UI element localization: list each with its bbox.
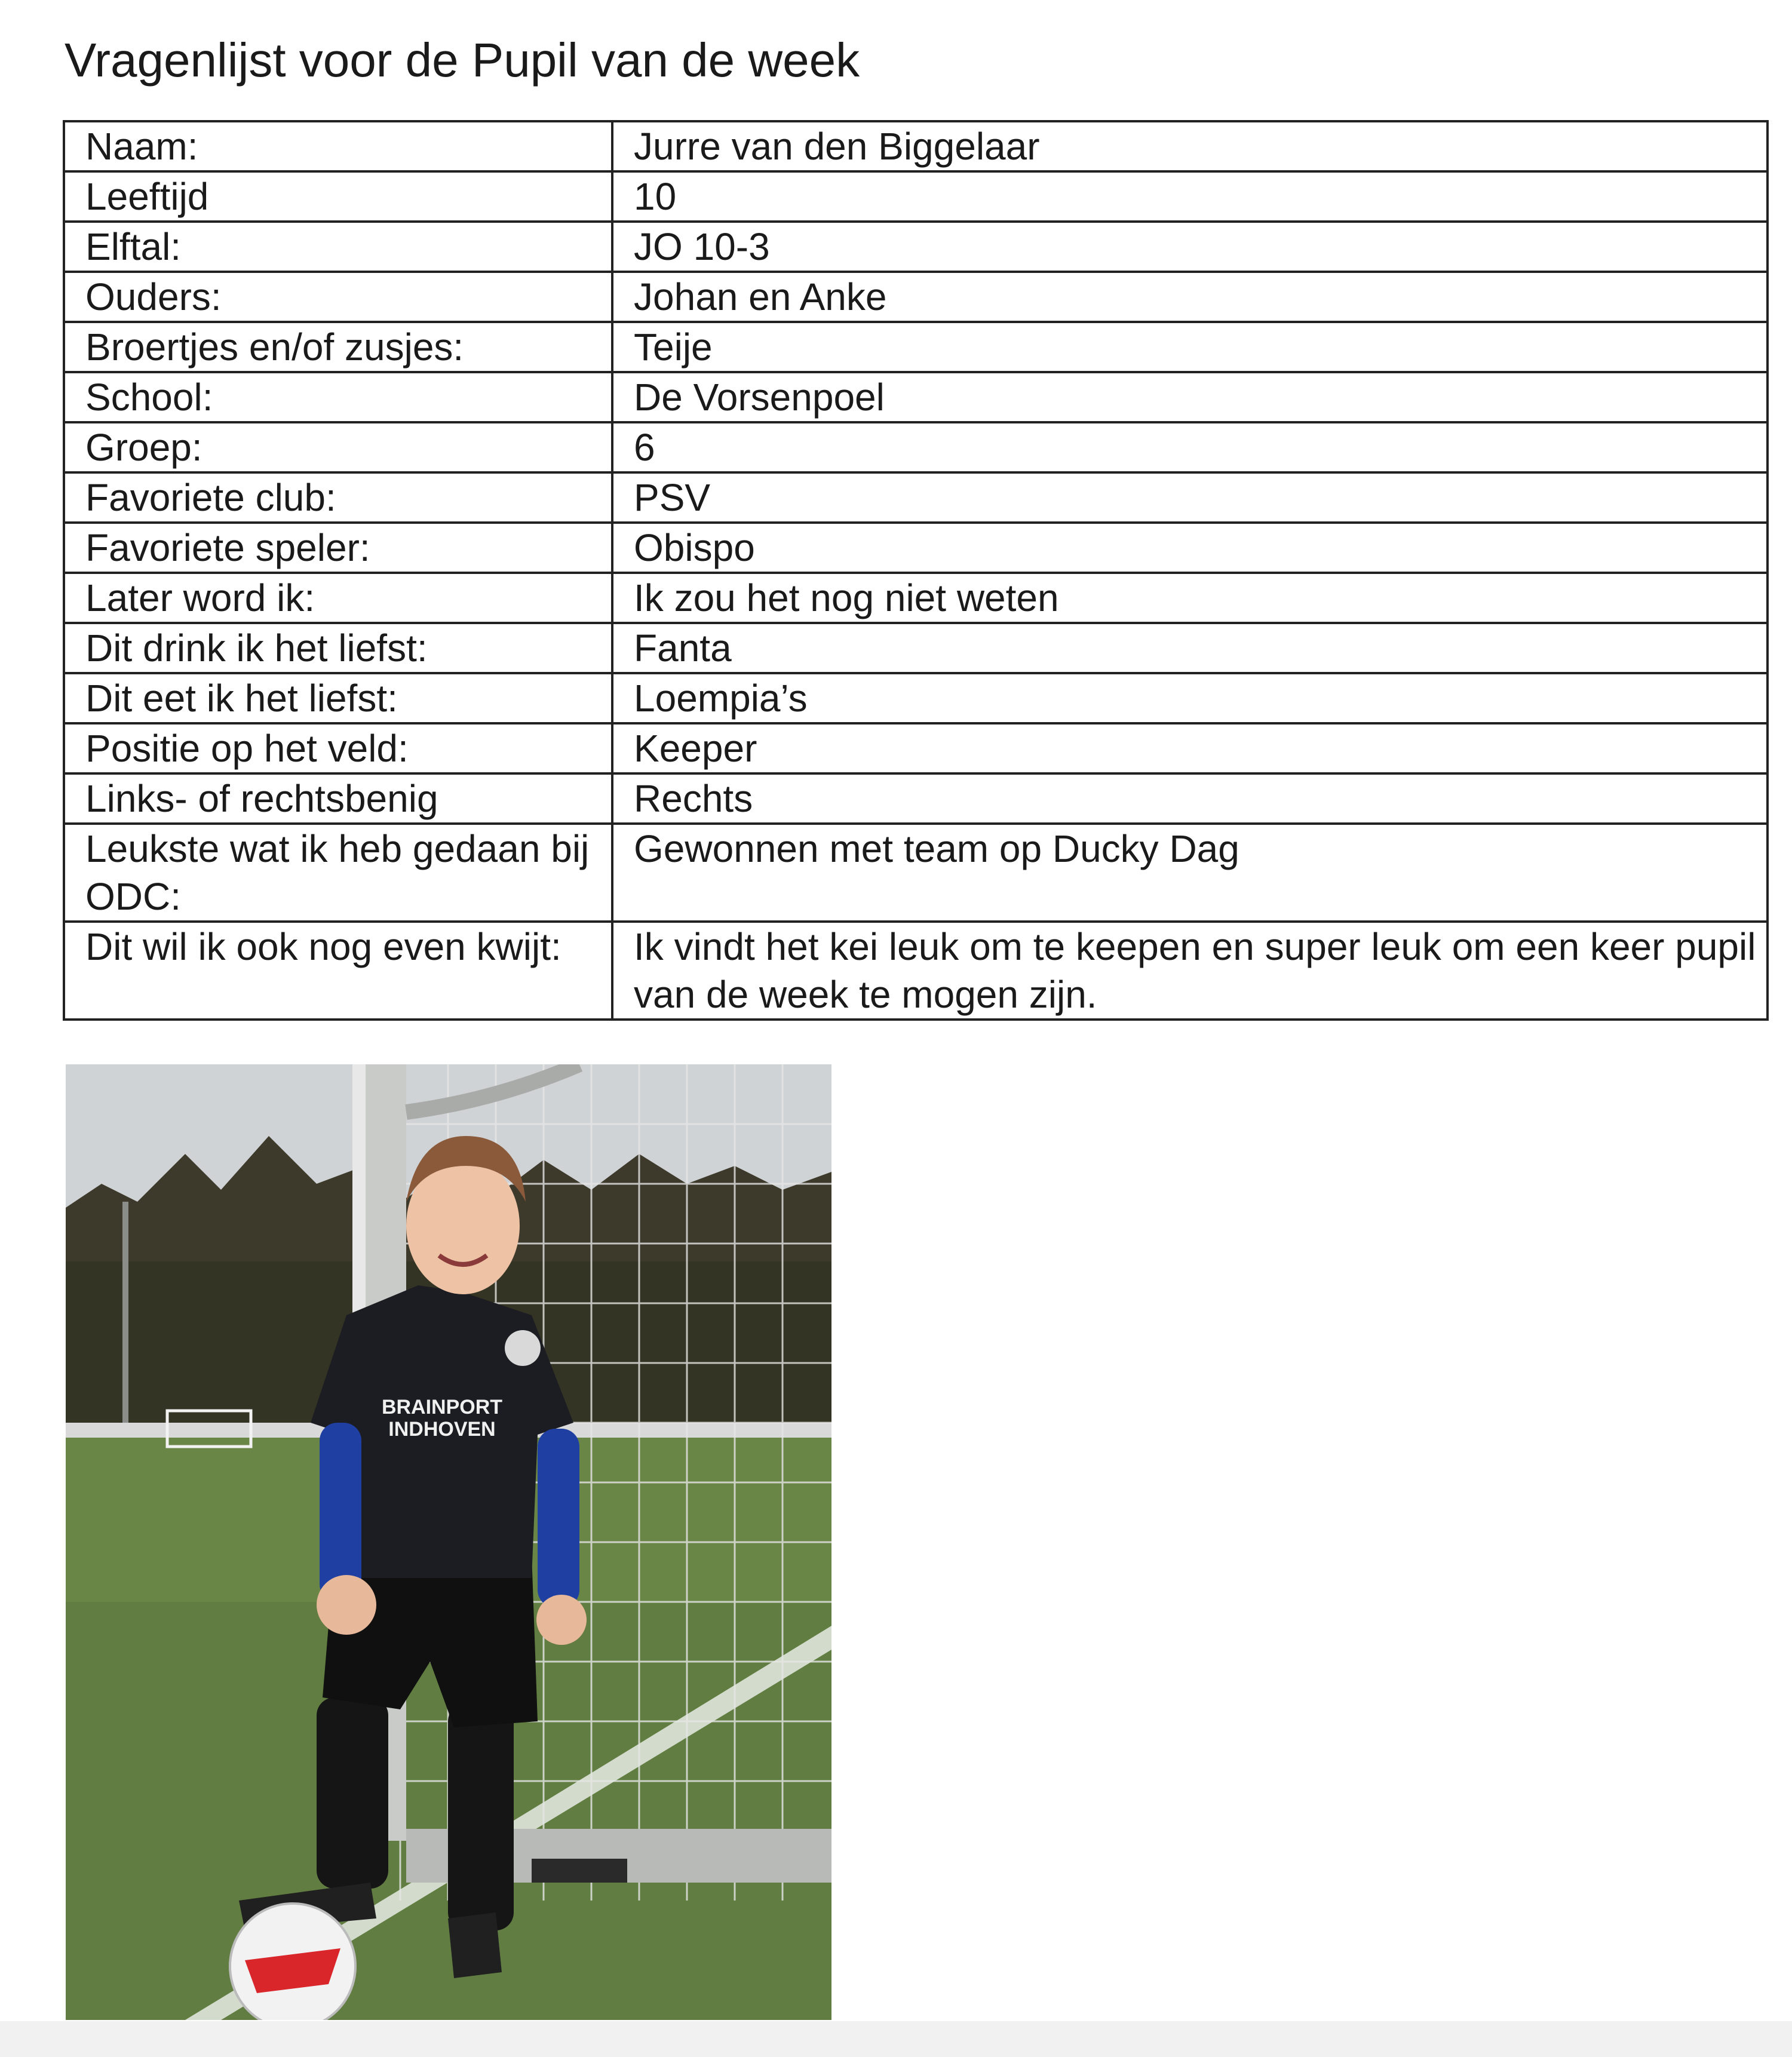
- questionnaire-table: [63, 120, 1769, 1021]
- row-value: De Vorsenpoel: [612, 372, 1768, 422]
- table-row: [64, 673, 1768, 723]
- row-value: Ik vindt het kei leuk om te keepen en super leuk om een keer pupil van de week te mogen zijn.: [612, 922, 1768, 1020]
- table-row: [64, 922, 1768, 1020]
- row-value: Keeper: [612, 723, 1768, 773]
- table-row: [64, 623, 1768, 673]
- table-row: [64, 472, 1768, 523]
- row-label: Positie op het veld:: [64, 723, 612, 773]
- table-row: [64, 422, 1768, 472]
- page-title: Vragenlijst voor de Pupil van de week: [65, 33, 860, 87]
- left-leg: [317, 1697, 388, 1889]
- row-value: Fanta: [612, 623, 1768, 673]
- row-label: Elftal:: [64, 222, 612, 272]
- row-label: Groep:: [64, 422, 612, 472]
- row-label: Broertjes en/of zusjes:: [64, 322, 612, 372]
- row-value: Gewonnen met team op Ducky Dag: [612, 824, 1768, 922]
- row-label: Dit eet ik het liefst:: [64, 673, 612, 723]
- left-sleeve: [320, 1423, 361, 1602]
- row-label: Dit wil ik ook nog even kwijt:: [64, 922, 612, 1020]
- row-label: Favoriete speler:: [64, 523, 612, 573]
- row-label: Leeftijd: [64, 171, 612, 222]
- row-value: Loempia’s: [612, 673, 1768, 723]
- right-hand: [536, 1595, 587, 1645]
- player-photo-illustration: [66, 1064, 831, 2020]
- table-row: [64, 121, 1768, 171]
- row-label: School:: [64, 372, 612, 422]
- player-photo: [66, 1064, 831, 2020]
- light-pole: [122, 1202, 128, 1441]
- row-value: Ik zou het nog niet weten: [612, 573, 1768, 623]
- right-sleeve: [538, 1429, 579, 1608]
- row-label: Links- of rechtsbenig: [64, 773, 612, 824]
- football: [230, 1904, 355, 2020]
- club-badge: [505, 1330, 541, 1366]
- right-leg: [448, 1703, 514, 1930]
- row-value: PSV: [612, 472, 1768, 523]
- row-value: Teije: [612, 322, 1768, 372]
- goal-wheels: [532, 1859, 627, 1883]
- shirt-text-line2: INDHOVEN: [388, 1418, 496, 1441]
- row-value: Obispo: [612, 523, 1768, 573]
- row-value: Rechts: [612, 773, 1768, 824]
- table-row: [64, 222, 1768, 272]
- table-row: [64, 372, 1768, 422]
- row-label: Ouders:: [64, 272, 612, 322]
- row-value: 10: [612, 171, 1768, 222]
- row-label: Dit drink ik het liefst:: [64, 623, 612, 673]
- table-row: [64, 573, 1768, 623]
- table-row: [64, 723, 1768, 773]
- page-bottom-strip: [0, 2021, 1792, 2057]
- row-value: Jurre van den Biggelaar: [612, 121, 1768, 171]
- row-label: Leukste wat ik heb gedaan bij ODC:: [64, 824, 612, 922]
- table-row: [64, 824, 1768, 922]
- right-shoe: [448, 1912, 502, 1978]
- left-hand: [317, 1575, 376, 1635]
- shirt-text-line1: BRAINPORT: [381, 1396, 503, 1419]
- row-label: Later word ik:: [64, 573, 612, 623]
- row-label: Naam:: [64, 121, 612, 171]
- table-row: [64, 322, 1768, 372]
- table-row: [64, 773, 1768, 824]
- table-row: [64, 272, 1768, 322]
- row-value: JO 10-3: [612, 222, 1768, 272]
- table-row: [64, 171, 1768, 222]
- row-value: 6: [612, 422, 1768, 472]
- table-row: [64, 523, 1768, 573]
- row-value: Johan en Anke: [612, 272, 1768, 322]
- row-label: Favoriete club:: [64, 472, 612, 523]
